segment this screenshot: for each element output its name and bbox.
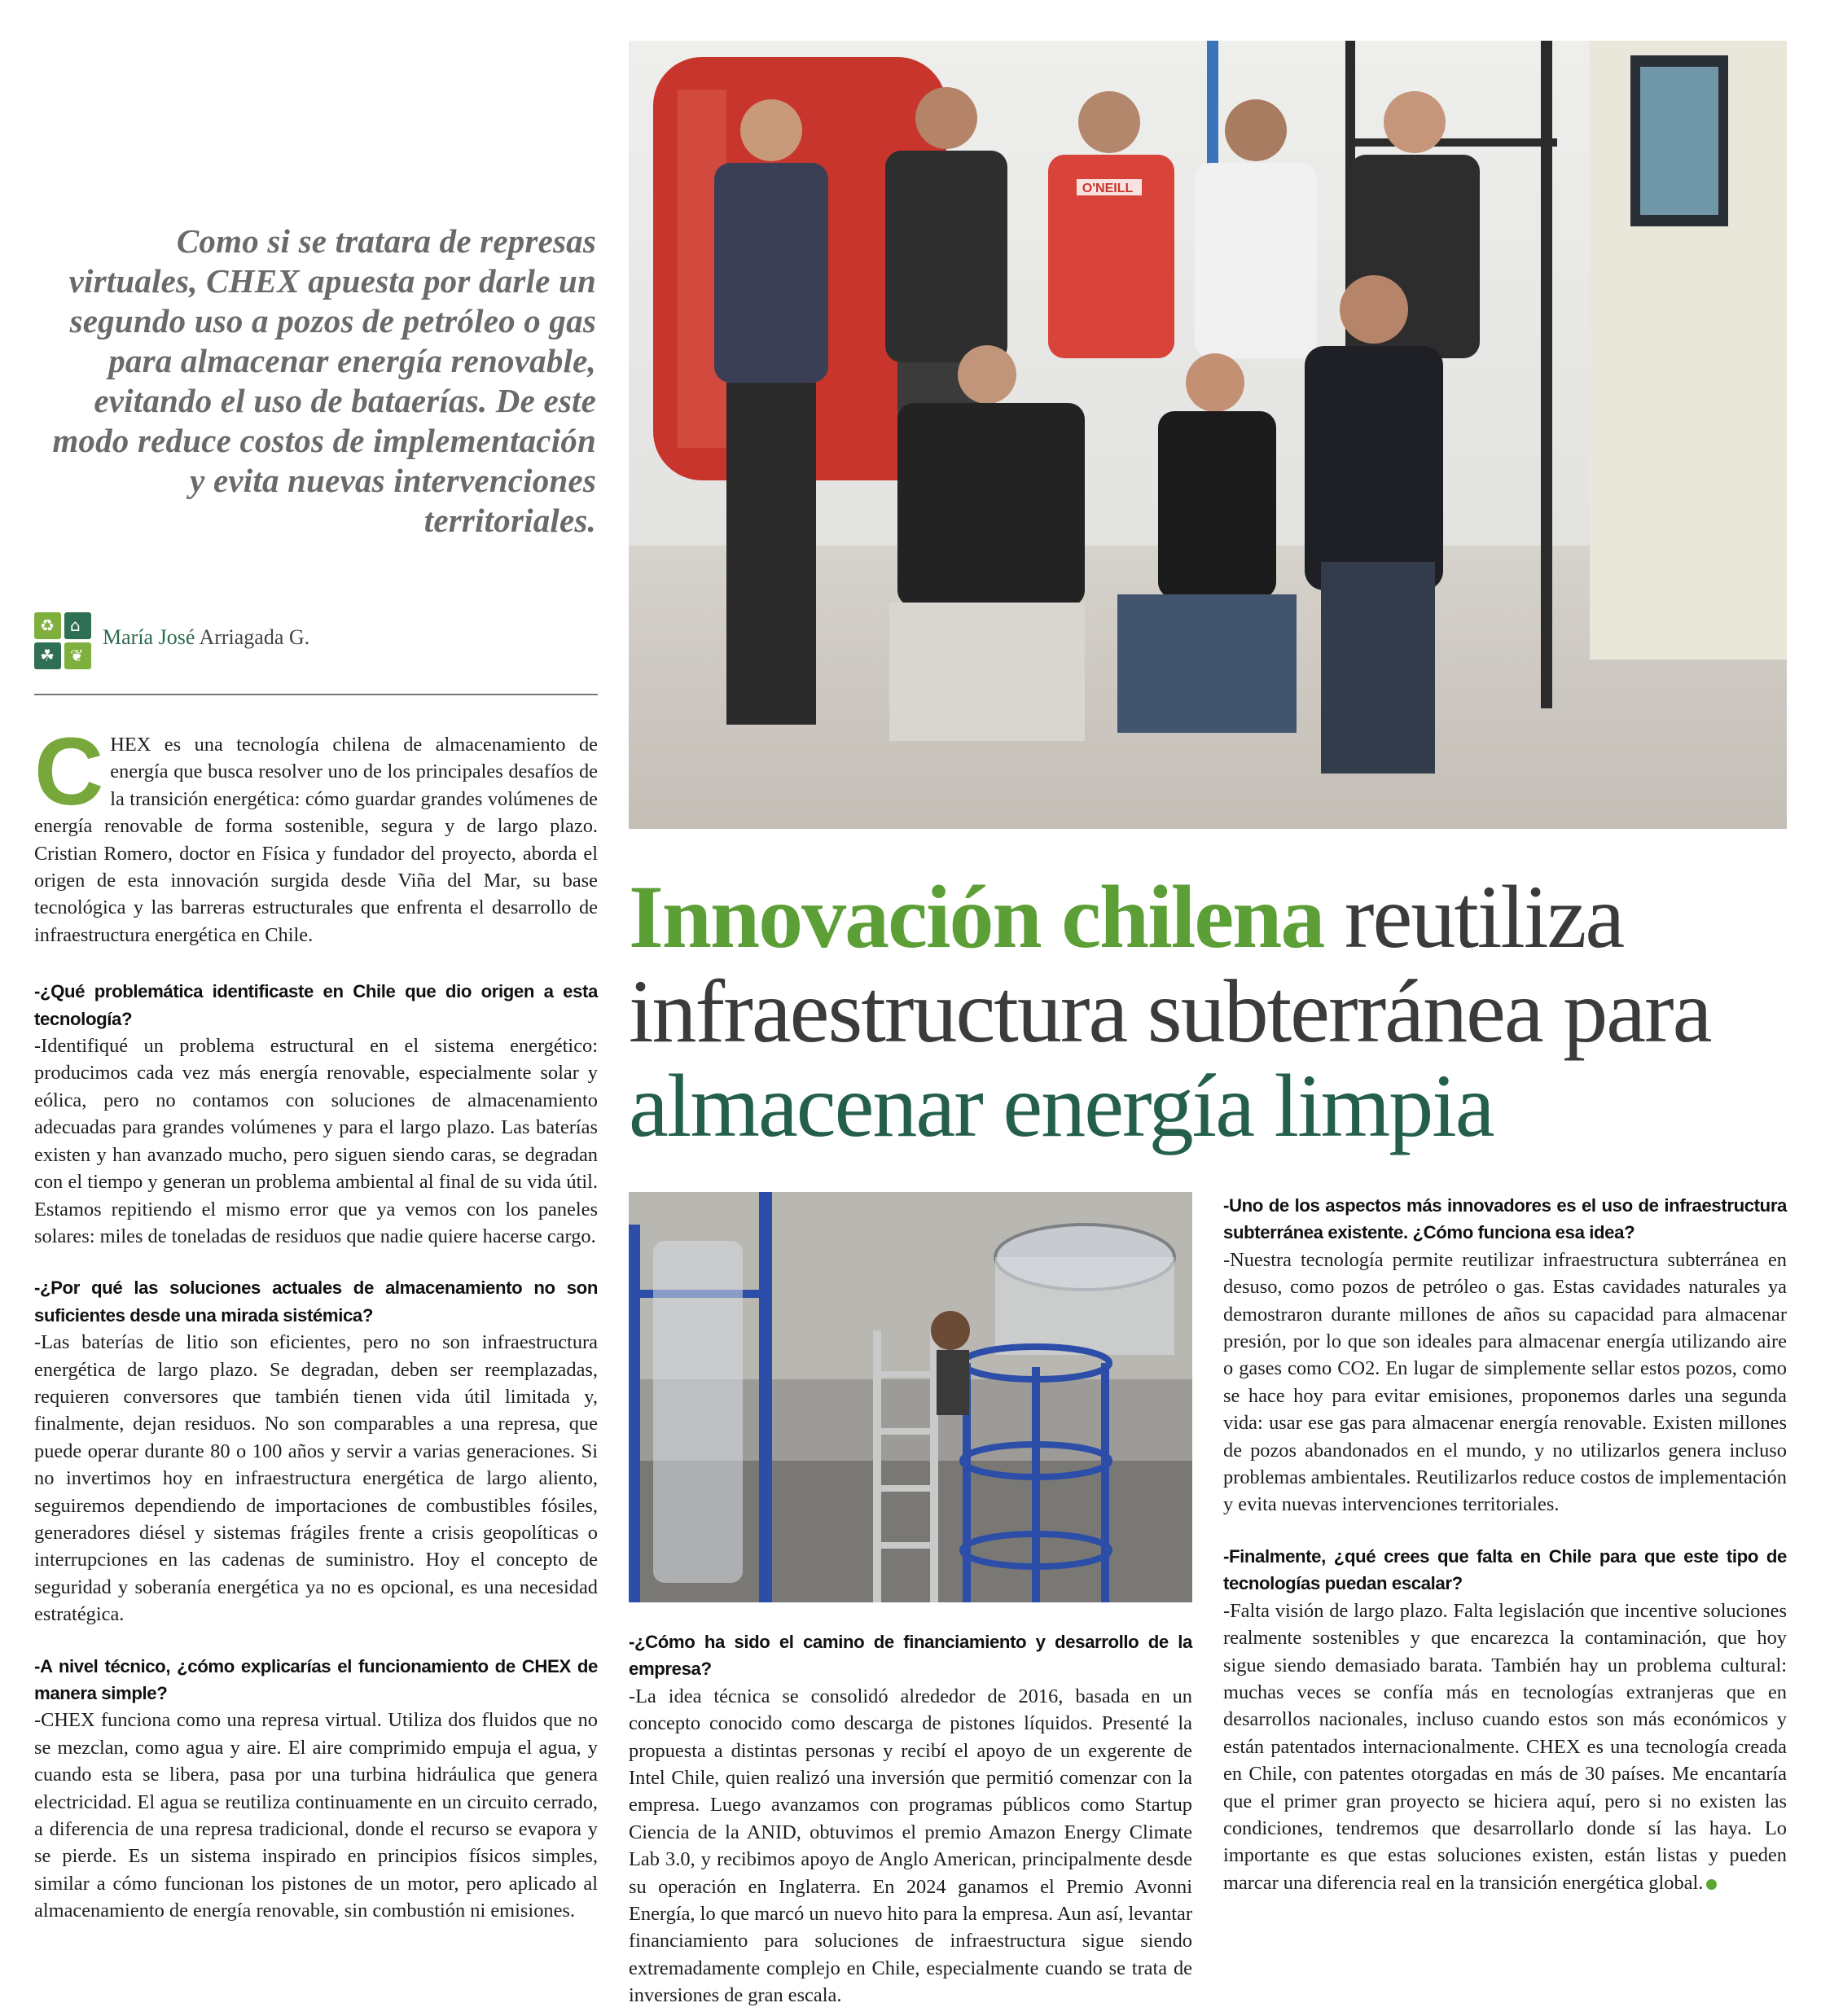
intro-paragraph <box>34 718 598 949</box>
headline-part-2: reutiliza infraestructura subterránea para <box>629 867 1711 1061</box>
intro-text: HEX es una tecnología chilena de almacenamiento de energía que busca resolver uno de los principales desafíos de la transición energética: cómo guardar grandes volúmenes de energía renovable de forma sostenible, segura y de largo plazo. Cristian Romero, doctor en Física y fundador del proyecto, aborda el origen de esta innovación surgida desde Viña del Mar, su base tecnológica y las barreras estructurales que enfrenta el desarrollo de infraestructura energética en Chile. <box>34 734 598 946</box>
lab-photo <box>629 1192 1192 1602</box>
article-column-3 <box>1223 1192 1787 1896</box>
answer-6 <box>1223 1597 1787 1896</box>
team-photo <box>629 41 1787 829</box>
headline-part-3: almacenar energía limpia <box>629 1056 1494 1155</box>
question-3: -A nivel técnico, ¿cómo explicarías el funcionamiento de CHEX de manera simple? <box>34 1655 598 1703</box>
question-6: -Finalmente, ¿qué crees que falta en Chile para que este tipo de tecnologías puedan escalar? <box>1223 1545 1787 1594</box>
author-last-name: Arriagada G. <box>199 625 310 649</box>
byline-divider <box>34 694 598 695</box>
answer-4: -La idea técnica se consolidó alrededor de 2016, basada en un concepto conocido como descarga de pistones líquidos. Presenté la propuesta a distintas personas y recibí el apoyo de un exgerente de Intel Chile, quien realizó una inversión que permitió comenzar con la empresa. Luego avanzamos con programas públicos como Startup Ciencia de la ANID, obtuvimos el premio Amazon Energy Climate Lab 3.0, y recibimos apoyo de Anglo American, principalmente desde su operación en Inglaterra. En 2024 ganamos el Premio Avonni Energía, lo que marcó un nuevo hito para la empresa. Aun así, levantar financiamiento para soluciones de infraestructura sigue siendo extremadamente complejo en Chile, especialmente cuando se trata de inversiones de gran escala. <box>629 1685 1192 2007</box>
headline-part-1: Innovación chilena <box>629 867 1324 966</box>
shirt-text: O'NEILL <box>1082 182 1134 195</box>
question-5: -Uno de los aspectos más innovadores es el uso de infraestructura subterránea existente. ¿Cómo funciona esa idea? <box>1223 1195 1787 1243</box>
answer-5: -Nuestra tecnología permite reutilizar infraestructura subterránea en desuso, como pozos de petróleo o gas. Estas cavidades naturales ya demostraron durante millones de años su capacidad para almacenar presión, por lo que son ideales para almacenar energía utilizando aire o gases como CO2. En lugar de simplemente sellar estos pozos, como se hace hoy para evitar emisiones, proponemos darles una segunda vida: usar ese gas para almacenar energía renovable. Existen millones de pozos abandonados en el mundo, y no utilizarlos genera incluso problemas ambientales. Reutilizarlos reduce costos de implementación y evita nuevas intervenciones territoriales. <box>1223 1248 1787 1516</box>
question-4: -¿Cómo ha sido el camino de financiamiento y desarrollo de la empresa? <box>629 1632 1192 1680</box>
recycle-logo-icon: ♻ ⌂ ☘ ❦ <box>34 612 91 669</box>
pull-quote: Como si se tratara de represas virtuales, CHEX apuesta por darle un segundo uso a pozos de petróleo o gas para almacenar energía renovable, evitando el uso de bataerías. De este modo reduce costos de implementación y evita nuevas intervenciones territoriales. <box>52 222 596 539</box>
byline <box>34 612 604 669</box>
answer-1: -Identifiqué un problema estructural en el sistema energético: producimos cada vez más energía renovable, especialmente solar y eólica, pero no contamos con soluciones de almacenamiento adecuadas para grandes volúmenes y para el largo plazo. Las baterías existen y han avanzado mucho, pero siguen siendo caras, se degradan con el tiempo y generan un problema ambiental al final de su vida útil. Estamos repitiendo el mismo error que ya vemos con los paneles solares: miles de toneladas de residuos que nadie quiere hacerse cargo. <box>34 1035 598 1247</box>
drop-cap: C <box>34 718 104 826</box>
article-column-1 <box>34 718 598 1925</box>
author-first-name: María José <box>103 625 195 649</box>
article-column-2 <box>629 1628 1192 2009</box>
author-name <box>103 625 309 650</box>
answer-6-text: -Falta visión de largo plazo. Falta legislación que incentive soluciones realmente sostenibles y que encarezca la contaminación, que hoy sigue siendo demasiado barata. También hay un problema cultural: muchas veces se confía más en tecnologías extranjeras que en desarrollos nacionales, incluso cuando estos son más económicos y están patentados internacionalmente. CHEX es una tecnología creada en Chile, con patentes otorgadas en más de 30 países. Me encantaría que el primer gran proyecto se hiciera aquí, pero si no existen las condiciones, tendremos que desarrollarlo donde sí las haya. Lo importante es que estas soluciones existen, están listas y pueden marcar una diferencia real en la transición energética global. <box>1223 1599 1787 1894</box>
headline <box>629 867 1818 1155</box>
question-2: -¿Por qué las soluciones actuales de almacenamiento no son suficientes desde una mirada sistémica? <box>34 1278 598 1326</box>
end-mark-icon <box>1706 1879 1717 1890</box>
question-1: -¿Qué problemática identificaste en Chile que dio origen a esta tecnología? <box>34 981 598 1029</box>
answer-3: -CHEX funciona como una represa virtual. Utiliza dos fluidos que no se mezclan, como agua y aire. El aire comprimido empuja el agua, y cuando esta se libera, pasa por una turbina hidráulica que genera electricidad. El agua se reutiliza continuamente en un circuito cerrado, a diferencia de una represa tradicional, donde el recurso se evapora y se pierde. Es un sistema inspirado en principios físicos simples, similar a cómo funcionan los pistones de un motor, pero aplicado al almacenamiento de energía renovable, sin combustión ni emisiones. <box>34 1709 598 1922</box>
answer-2: -Las baterías de litio son eficientes, pero no son infraestructura energética de largo plazo. Se degradan, deben ser reemplazadas, requieren conversores que también tienen vida útil limitada y, finalmente, dejan residuos. No son comparables a una represa, que puede operar durante 80 o 100 años y servir a varias generaciones. Si no invertimos hoy en infraestructura energética de largo aliento, seguiremos dependiendo de importaciones de combustibles fósiles, generadores diésel y sistemas frágiles frente a crisis geopolíticas o interrupciones en las cadenas de suministro. Hoy el concepto de seguridad y soberanía energética ya no es opcional, es una necesidad estratégica. <box>34 1331 598 1626</box>
